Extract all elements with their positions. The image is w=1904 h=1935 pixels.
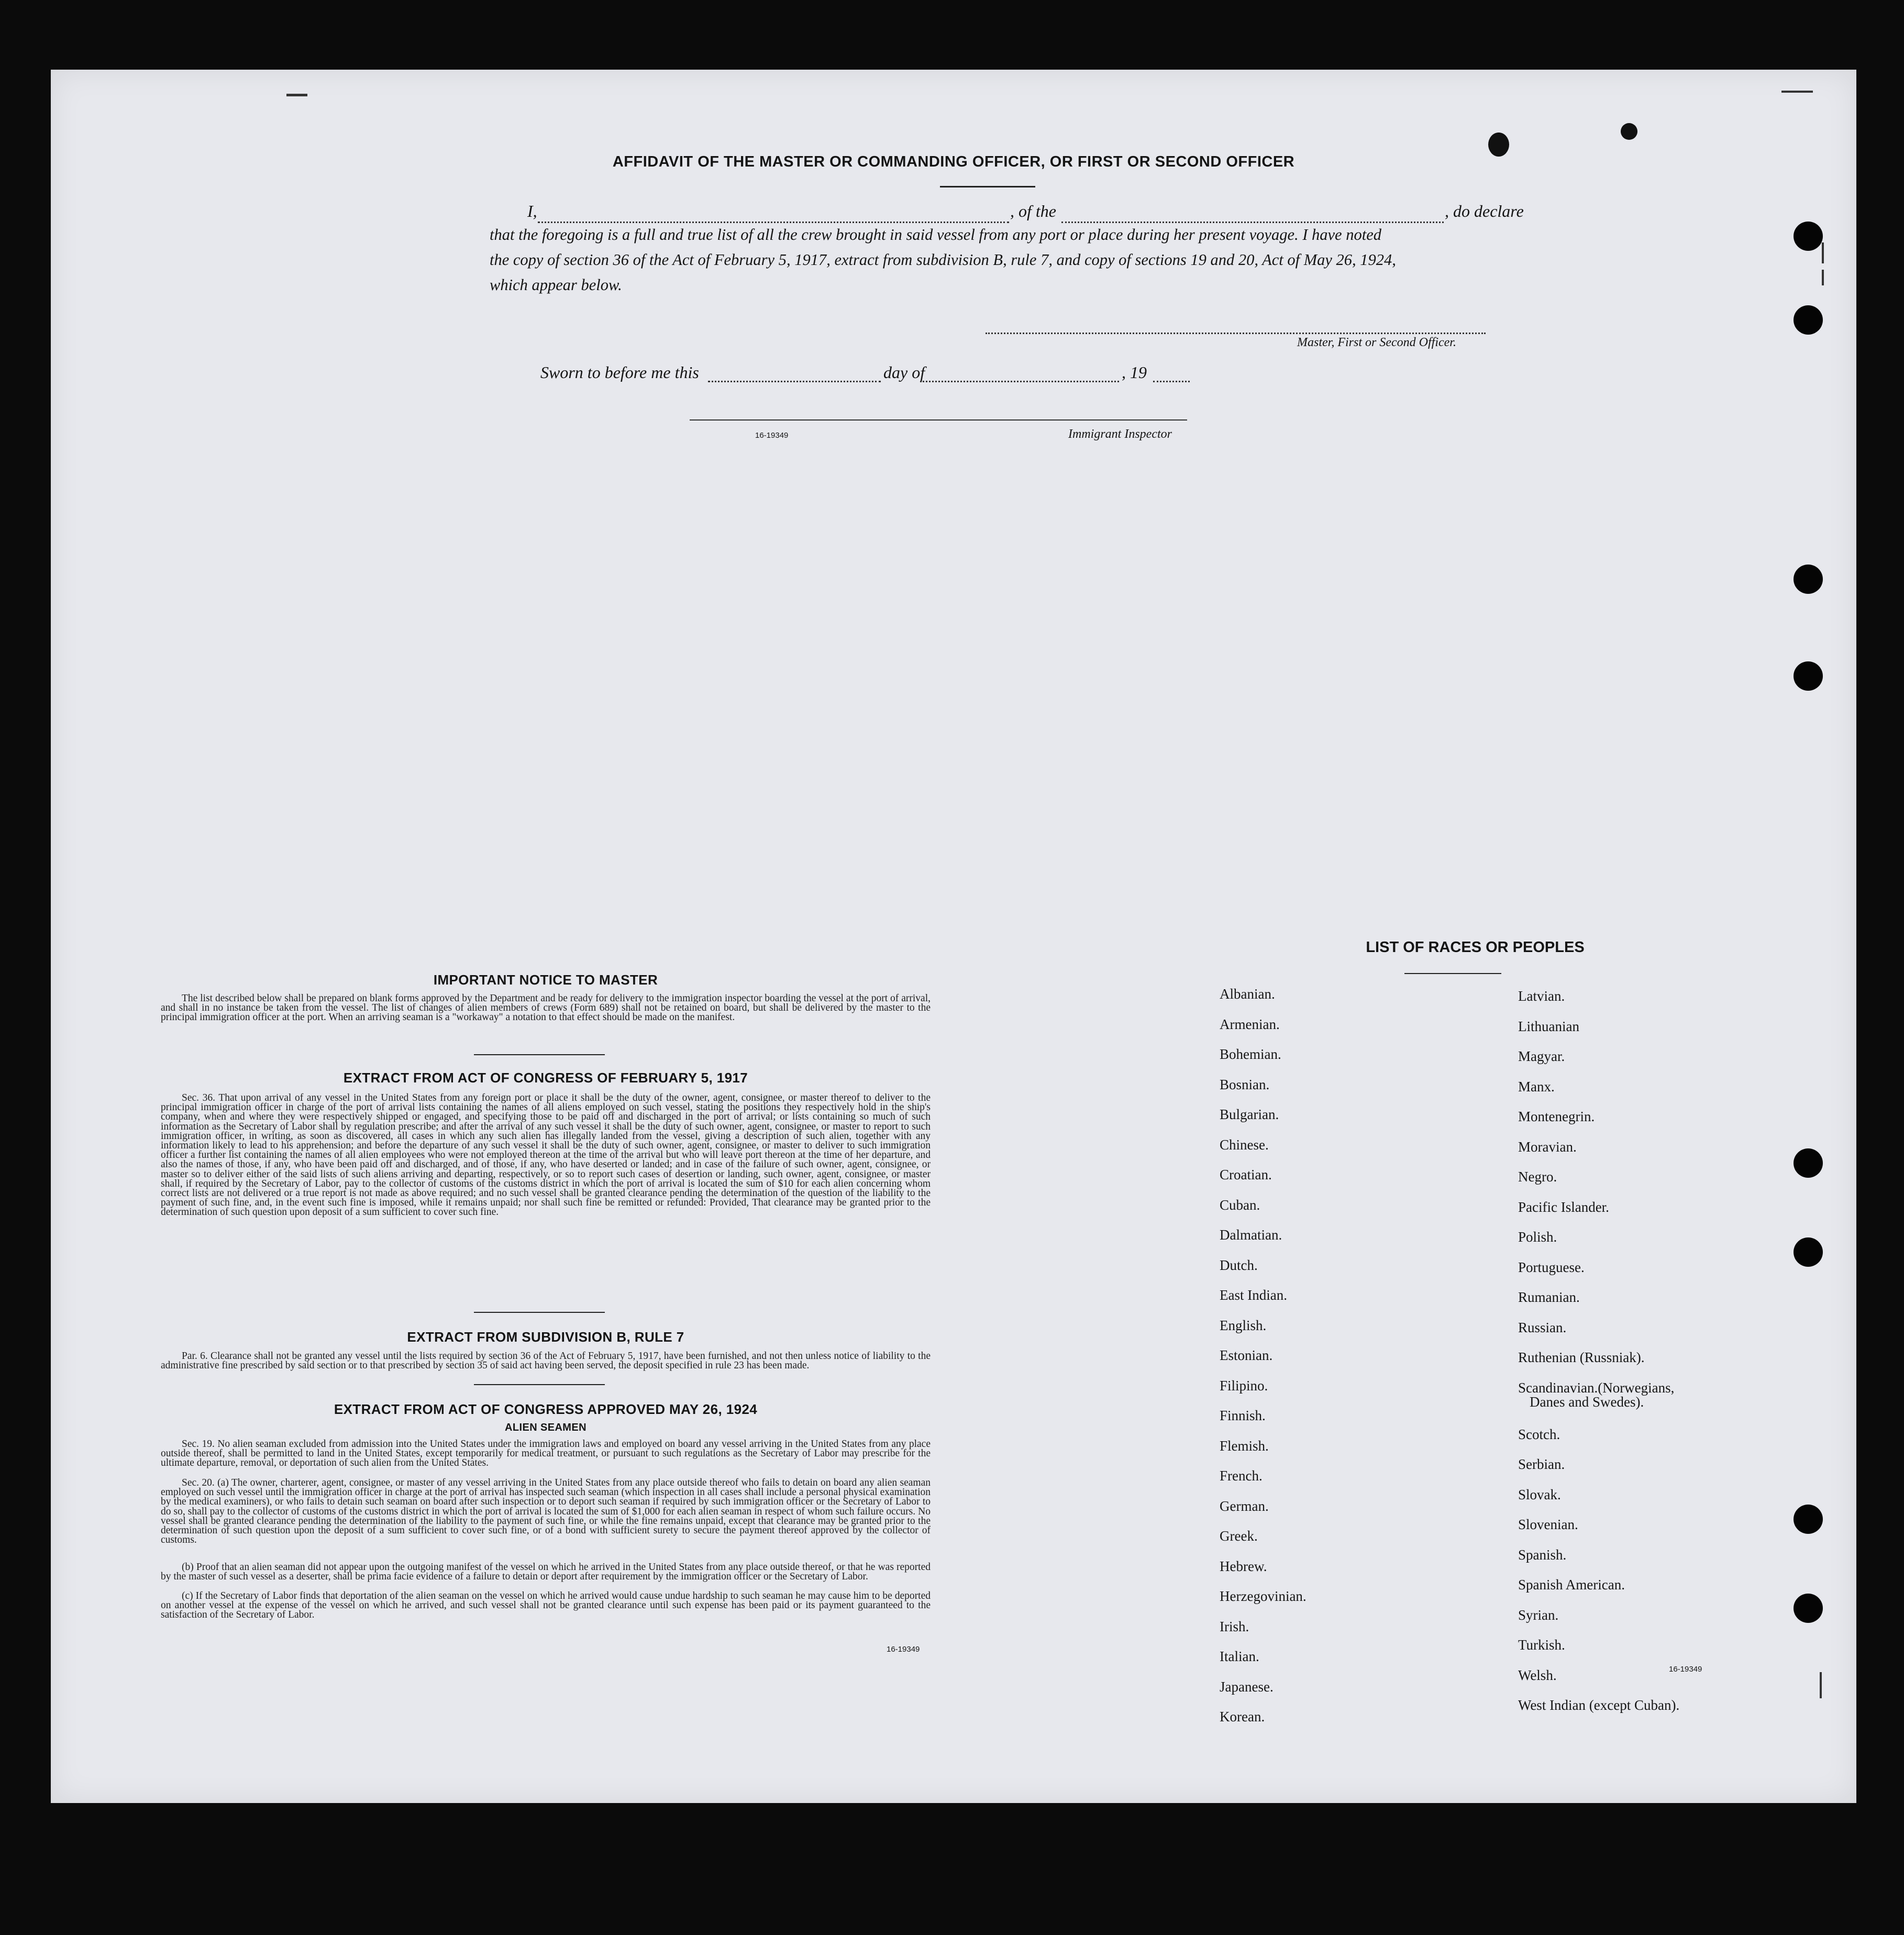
sworn-year-field[interactable] xyxy=(1153,381,1190,382)
race-item: Rumanian. xyxy=(1518,1289,1580,1305)
race-item: Syrian. xyxy=(1518,1607,1559,1623)
affidavit-line-4: which appear below. xyxy=(490,276,622,294)
race-item: Bulgarian. xyxy=(1220,1107,1279,1122)
notice-text: The list described below shall be prepared on blank forms approved by the Department and be ready for delivery to the immigration inspector boarding the vessel at the port of arrival, and shall in no instance be taken from the vessel. The list of changes of alien members of crews (Form 689) shall not be retained on board, but shall be delivered by the master to the principal immigration officer at the port. When an arriving seaman is a "workaway" a notation to that effect should be made on the manifest. xyxy=(161,993,931,1023)
extract-form-number: 16-19349 xyxy=(887,1645,920,1654)
sworn-day-field[interactable] xyxy=(708,381,881,382)
race-item: Ruthenian (Russniak). xyxy=(1518,1350,1645,1365)
race-item: Japanese. xyxy=(1220,1678,1274,1695)
document-sheet xyxy=(51,70,1856,1803)
punch-hole xyxy=(1794,305,1823,335)
race-item: Spanish. xyxy=(1518,1546,1567,1563)
title-divider xyxy=(940,186,1035,187)
scan-mark xyxy=(1820,1672,1822,1698)
race-item: Bohemian. xyxy=(1220,1046,1281,1062)
race-item: Russian. xyxy=(1518,1319,1567,1335)
alien-seamen-subtitle: ALIEN SEAMEN xyxy=(505,1422,586,1433)
extract-1917-text: Sec. 36. That upon arrival of any vessel in the United States from any foreign port or place it shall be the duty of the owner, agent, consignee, or master thereof to deliver to the principal immigration officer in charge of the port of arrival lists containing the names of all aliens employed on such vessel, stating the positions they respectively hold in the ship's company, when and where they were respectively shipped or engaged, and specifying those to be paid off and discharged in the port of arrival; or lists containing so much of such information as the Secretary of Labor shall by regulation prescribe; and after the arrival of any such vessel it shall be the duty of such owner, agent, consignee, or master to report to such immigration officer, in writing, as soon as discovered, all cases in which any such alien has illegally landed from the vessel, giving a description of such alien, together with any information likely to lead to his apprehension; and before the departure of any such vessel it shall be the duty of such owner, agent, consignee, or master to deliver to such immigration officer a further list containing the names of all alien employees who were not employed thereon at the time of the arrival but who will leave port thereon at the time of her departure, and also the names of those, if any, who have been paid off and discharged, and of those, if any, who have deserted or landed; and in case of the failure of such owner, agent, consignee, or master so to deliver either of the said lists of such aliens arriving and departing, respectively, or so to report such cases of desertion or landing, such owner, agent, consignee, or master shall, if required by the Secretary of Labor, pay to the collector of customs of the customs district in which the port of arrival is located the sum of $10 for each alien concerning whom correct lists are not delivered or a true report is not made as above required; and no such vessel shall be granted clearance pending the determination of the question of the liability to the payment of such fine, and, in the event such fine is imposed, while it remains unpaid; nor shall such fine be remitted or refunded: Provided, That clearance may be granted prior to the determination of such question upon deposit of a sum sufficient to cover such fine. xyxy=(161,1092,931,1218)
sworn-month-field[interactable] xyxy=(920,381,1119,382)
race-item: Flemish. xyxy=(1220,1438,1269,1454)
race-item: Latvian. xyxy=(1518,988,1565,1004)
punch-hole xyxy=(1794,1148,1823,1178)
scan-mark xyxy=(1822,242,1824,263)
race-item: Estonian. xyxy=(1220,1347,1273,1363)
punch-hole xyxy=(1794,661,1823,691)
scan-mark xyxy=(1781,91,1813,93)
race-item: Korean. xyxy=(1220,1709,1265,1724)
race-item: Spanish American. xyxy=(1518,1577,1625,1593)
extract-1924-title: EXTRACT FROM ACT OF CONGRESS APPROVED MAY 26, 1924 xyxy=(334,1401,758,1417)
sworn-year-label: , 19 xyxy=(1122,363,1147,382)
scan-mark xyxy=(1822,270,1824,285)
race-item: Dutch. xyxy=(1220,1257,1258,1273)
race-item: Turkish. xyxy=(1518,1637,1565,1653)
race-item: East Indian. xyxy=(1220,1287,1287,1303)
punch-hole xyxy=(1794,1505,1823,1534)
race-item: French. xyxy=(1220,1468,1263,1484)
race-item: Albanian. xyxy=(1220,986,1275,1002)
affidavit-line-3: the copy of section 36 of the Act of February 5, 1917, extract from subdivision B, rule 7, and copy of sections 19 and 20, Act of May 26, 1924, xyxy=(490,251,1396,269)
sworn-prefix-label: Sworn to before me this xyxy=(540,363,699,382)
affidavit-line-2: that the foregoing is a full and true list of all the crew brought in said vessel from any port or place during her present voyage. I have noted xyxy=(490,226,1381,244)
races-form-number: 16-19349 xyxy=(1669,1665,1702,1674)
race-item: Scandinavian.(Norwegians, xyxy=(1518,1379,1675,1396)
sec20c-text: (c) If the Secretary of Labor finds that deportation of the alien seaman on the vessel on which he arrived would cause undue hardship to such seaman he may cause him to be deported on another vessel at the expense of the vessel on which he arrived, and such vessel shall not be granted clearance until such expense has been paid or its payment guaranteed to the satisfaction of the Secretary of Labor. xyxy=(161,1590,931,1621)
rule7-divider xyxy=(474,1384,605,1385)
master-name-field[interactable] xyxy=(538,222,1009,223)
affidavit-I-label: I, xyxy=(527,202,537,220)
race-item: Serbian. xyxy=(1518,1456,1565,1472)
race-item: Slovak. xyxy=(1518,1486,1561,1502)
race-item: Negro. xyxy=(1518,1169,1557,1185)
punch-hole xyxy=(1794,1594,1823,1623)
affidavit-title: AFFIDAVIT OF THE MASTER OR COMMANDING OFFICER, OR FIRST OR SECOND OFFICER xyxy=(612,153,1295,170)
race-item: Slovenian. xyxy=(1518,1517,1578,1532)
race-item: Moravian. xyxy=(1518,1138,1577,1155)
rule7-text: Par. 6. Clearance shall not be granted any vessel until the lists required by section 36 of the Act of February 5, 1917, have been furnished, and not then unless notice of liability to the administrative fine prescribed by said section or to that prescribed by section 35 of said act having been served, the deposit specified in rule 23 has been made. xyxy=(161,1351,931,1372)
race-item: Magyar. xyxy=(1518,1048,1565,1064)
race-item: Armenian. xyxy=(1220,1016,1280,1032)
race-item: Finnish. xyxy=(1220,1408,1266,1423)
rule7-title: EXTRACT FROM SUBDIVISION B, RULE 7 xyxy=(407,1329,684,1345)
race-item: Welsh. xyxy=(1518,1667,1557,1683)
race-item: Hebrew. xyxy=(1220,1558,1267,1574)
scan-mark xyxy=(286,94,307,96)
inspector-signature-line[interactable] xyxy=(690,419,1187,421)
race-item: Montenegrin. xyxy=(1518,1109,1595,1124)
race-item: Danes and Swedes). xyxy=(1530,1394,1644,1410)
race-item: Chinese. xyxy=(1220,1136,1269,1153)
master-signature-field[interactable] xyxy=(986,333,1486,334)
race-item: Greek. xyxy=(1220,1528,1258,1544)
race-item: Dalmatian. xyxy=(1220,1227,1282,1243)
race-item: Manx. xyxy=(1518,1078,1555,1094)
races-divider xyxy=(1404,973,1501,974)
vessel-name-field[interactable] xyxy=(1061,222,1444,223)
ink-blot xyxy=(1621,123,1637,140)
race-item: Scotch. xyxy=(1518,1426,1560,1442)
race-item: West Indian (except Cuban). xyxy=(1518,1697,1680,1713)
race-item: Portuguese. xyxy=(1518,1259,1585,1275)
race-item: Cuban. xyxy=(1220,1197,1260,1213)
race-item: Irish. xyxy=(1220,1618,1249,1634)
race-item: Lithuanian xyxy=(1518,1018,1579,1034)
punch-hole xyxy=(1794,1237,1823,1267)
race-item: Filipino. xyxy=(1220,1377,1268,1394)
sec19-text: Sec. 19. No alien seaman excluded from admission into the United States under the immigration laws and employed on board any vessel arriving in the United States from any place outside thereof, shall be permitted to land in the United States, except temporarily for medical treatment, or pursuant to such regulations as the Secretary of Labor may prescribe for the ultimate departure, removal, or deportation of such alien from the United States. xyxy=(161,1439,931,1469)
extract-1917-title: EXTRACT FROM ACT OF CONGRESS OF FEBRUARY 5, 1917 xyxy=(343,1070,748,1086)
race-item: German. xyxy=(1220,1498,1269,1514)
affidavit-do-declare-label: , do declare xyxy=(1445,202,1524,220)
sec20a-text: Sec. 20. (a) The owner, charterer, agent, consignee, or master of any vessel arriving in the United States from any place outside thereof who fails to detain on board any alien seaman employed on such vessel until the immigration officer in charge at the port of arrival has inspected such seaman (which inspection in all cases shall include a personal physical examination by the medical examiners), or who fails to detain such seaman on board after such inspection or to deport such seaman if required by such immigration officer or the Secretary of Labor to do so, shall pay to the collector of customs of the customs district in which the port of arrival is located the sum of $1,000 for each alien seaman in respect of whom such failure occurs. No vessel shall be granted clearance pending the determination of the liability to the payment of such fine, or while the fine remains unpaid, except that clearance may be granted prior to the determination of such question upon the deposit of a sum sufficient to cover such fine, or of a bond with sufficient surety to secure the payment thereof approved by the collector of customs. xyxy=(161,1477,931,1546)
race-item: Polish. xyxy=(1518,1229,1557,1245)
race-item: Pacific Islander. xyxy=(1518,1199,1609,1215)
race-item: English. xyxy=(1220,1317,1267,1333)
affidavit-form-number: 16-19349 xyxy=(755,431,789,440)
sworn-day-of-label: day of xyxy=(883,363,925,382)
race-item: Herzegovinian. xyxy=(1220,1588,1307,1604)
race-item: Bosnian. xyxy=(1220,1076,1270,1092)
master-signature-label: Master, First or Second Officer. xyxy=(1297,336,1456,349)
race-item: Italian. xyxy=(1220,1649,1259,1664)
notice-title: IMPORTANT NOTICE TO MASTER xyxy=(433,972,658,988)
races-title: LIST OF RACES OR PEOPLES xyxy=(1366,939,1585,956)
sec20b-text: (b) Proof that an alien seaman did not appear upon the outgoing manifest of the vessel on which he arrived in the United States from any place outside thereof, or that he was reported by the master of such vessel as a deserter, shall be prima facie evidence of a failure to detain or deport after requirement by the immigration officer or the Secretary of Labor. xyxy=(161,1562,931,1583)
race-item: Croatian. xyxy=(1220,1167,1272,1182)
extract-1917-divider xyxy=(474,1312,605,1313)
punch-hole xyxy=(1794,222,1823,251)
affidavit-of-the-label: , of the xyxy=(1010,202,1056,220)
inspector-label: Immigrant Inspector xyxy=(1068,427,1172,441)
notice-divider xyxy=(474,1054,605,1055)
punch-hole xyxy=(1794,565,1823,594)
